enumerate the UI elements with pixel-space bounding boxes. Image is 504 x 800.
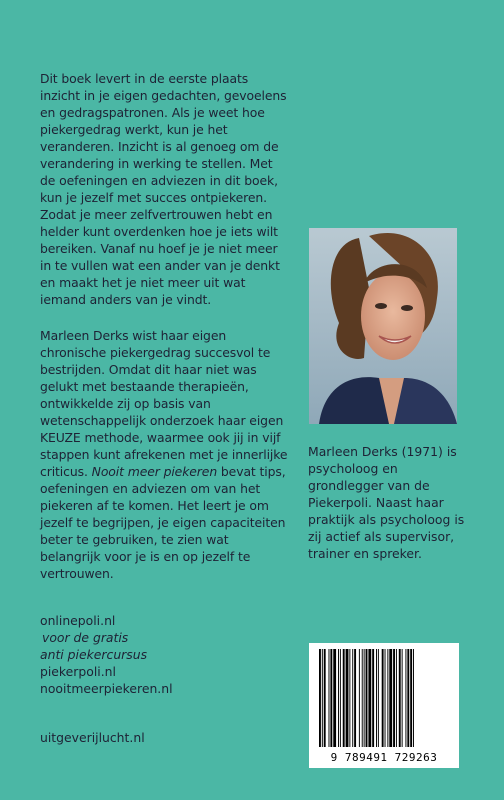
barcode-bar bbox=[319, 649, 321, 747]
author-bio: Marleen Derks (1971) is psycholoog en grondlegger van de Piekerpoli. Naast haar praktijk als psycholoog is zij actief als supervisor, trainer en spreker. bbox=[308, 444, 465, 561]
barcode-bar bbox=[389, 649, 392, 747]
barcode-bar bbox=[372, 649, 374, 747]
barcode-bar bbox=[382, 649, 384, 747]
barcode-bar bbox=[324, 649, 326, 747]
barcode-bar bbox=[396, 649, 397, 747]
barcode-bar bbox=[407, 649, 409, 747]
link-onlinepoli-note-2: anti piekercursus bbox=[40, 647, 148, 662]
barcode-bars bbox=[309, 643, 459, 768]
blurb-paragraph-1: Dit boek levert in de eerste plaats inzicht in je eigen gedachten, gevoelens en gedragspatronen. Als je weet hoe piekergedrag werkt, kun je het veranderen. Inzicht is al genoeg om de verandering in werking te stellen. Met de oefeningen en adviezen in dit boek, kun je jezelf met succes ontpiekeren. Zodat je meer zelfvertrouwen hebt en helder kunt overdenken hoe je iets wilt bereiken. Vanaf nu hoef je je niet meer in te vullen wat een ander van je denkt en maakt het je niet meer uit wat iemand anders van je vindt. bbox=[40, 71, 287, 307]
blurb-paragraph-2-end: bevat tips, oefeningen en adviezen om van het piekeren af te komen. Het leert je om jezelf te begrijpen, je eigen capaciteiten beter te gebruiken, te zien wat belangrijk voor je is en op jezelf te vertrouwen. bbox=[40, 464, 286, 581]
link-onlinepoli[interactable]: onlinepoli.nl bbox=[40, 613, 116, 628]
barcode-bar bbox=[343, 649, 345, 747]
website-links bbox=[40, 612, 290, 697]
barcode-bar bbox=[413, 649, 414, 747]
isbn-number: 9 789491 729263 bbox=[330, 751, 438, 764]
author-portrait-image bbox=[309, 228, 457, 424]
barcode-bar bbox=[378, 649, 379, 747]
barcode-bar bbox=[366, 649, 368, 747]
barcode-bar bbox=[338, 649, 339, 747]
barcode-bar bbox=[346, 649, 349, 747]
barcode-bar bbox=[368, 649, 371, 747]
link-nooitmeerpiekeren[interactable]: nooitmeerpiekeren.nl bbox=[40, 681, 173, 696]
barcode-bar bbox=[364, 649, 365, 747]
barcode-bar bbox=[333, 649, 336, 747]
author-photo bbox=[309, 228, 457, 424]
barcode-bar bbox=[387, 649, 388, 747]
barcode-bar bbox=[340, 649, 341, 747]
barcode-bar bbox=[322, 649, 323, 747]
blurb-paragraph-2 bbox=[40, 327, 292, 582]
barcode-bar bbox=[402, 649, 403, 747]
barcode-bar bbox=[385, 649, 386, 747]
barcode-bar bbox=[354, 649, 356, 747]
barcode-bar bbox=[410, 649, 412, 747]
barcode-bar bbox=[399, 649, 401, 747]
blurb-paragraph-2-start: Marleen Derks wist haar eigen chronische piekergedrag succesvol te bestrijden. Omdat dit haar niet was gelukt met bestaande therapieën, ontwikkelde zij op basis van wetenschappelijk onderzoek haar eigen KEUZE methode, waarmee ook jij in vijf stappen kunt afrekenen met je innerlijke criticus. bbox=[40, 328, 288, 479]
book-title-inline: Nooit meer piekeren bbox=[91, 464, 218, 479]
barcode-bar bbox=[352, 649, 353, 747]
publisher-url[interactable]: uitgeverijlucht.nl bbox=[40, 730, 145, 745]
link-piekerpoli[interactable]: piekerpoli.nl bbox=[40, 664, 116, 679]
link-onlinepoli-note-1: voor de gratis bbox=[42, 630, 129, 645]
barcode-bar bbox=[329, 649, 330, 747]
barcode-bar bbox=[359, 649, 360, 747]
barcode-bar bbox=[330, 649, 332, 747]
barcode-bar bbox=[405, 649, 406, 747]
barcode-bar bbox=[362, 649, 363, 747]
barcode-bar bbox=[393, 649, 395, 747]
isbn-barcode bbox=[309, 643, 459, 768]
barcode-bar bbox=[349, 649, 350, 747]
barcode-bar bbox=[376, 649, 377, 747]
